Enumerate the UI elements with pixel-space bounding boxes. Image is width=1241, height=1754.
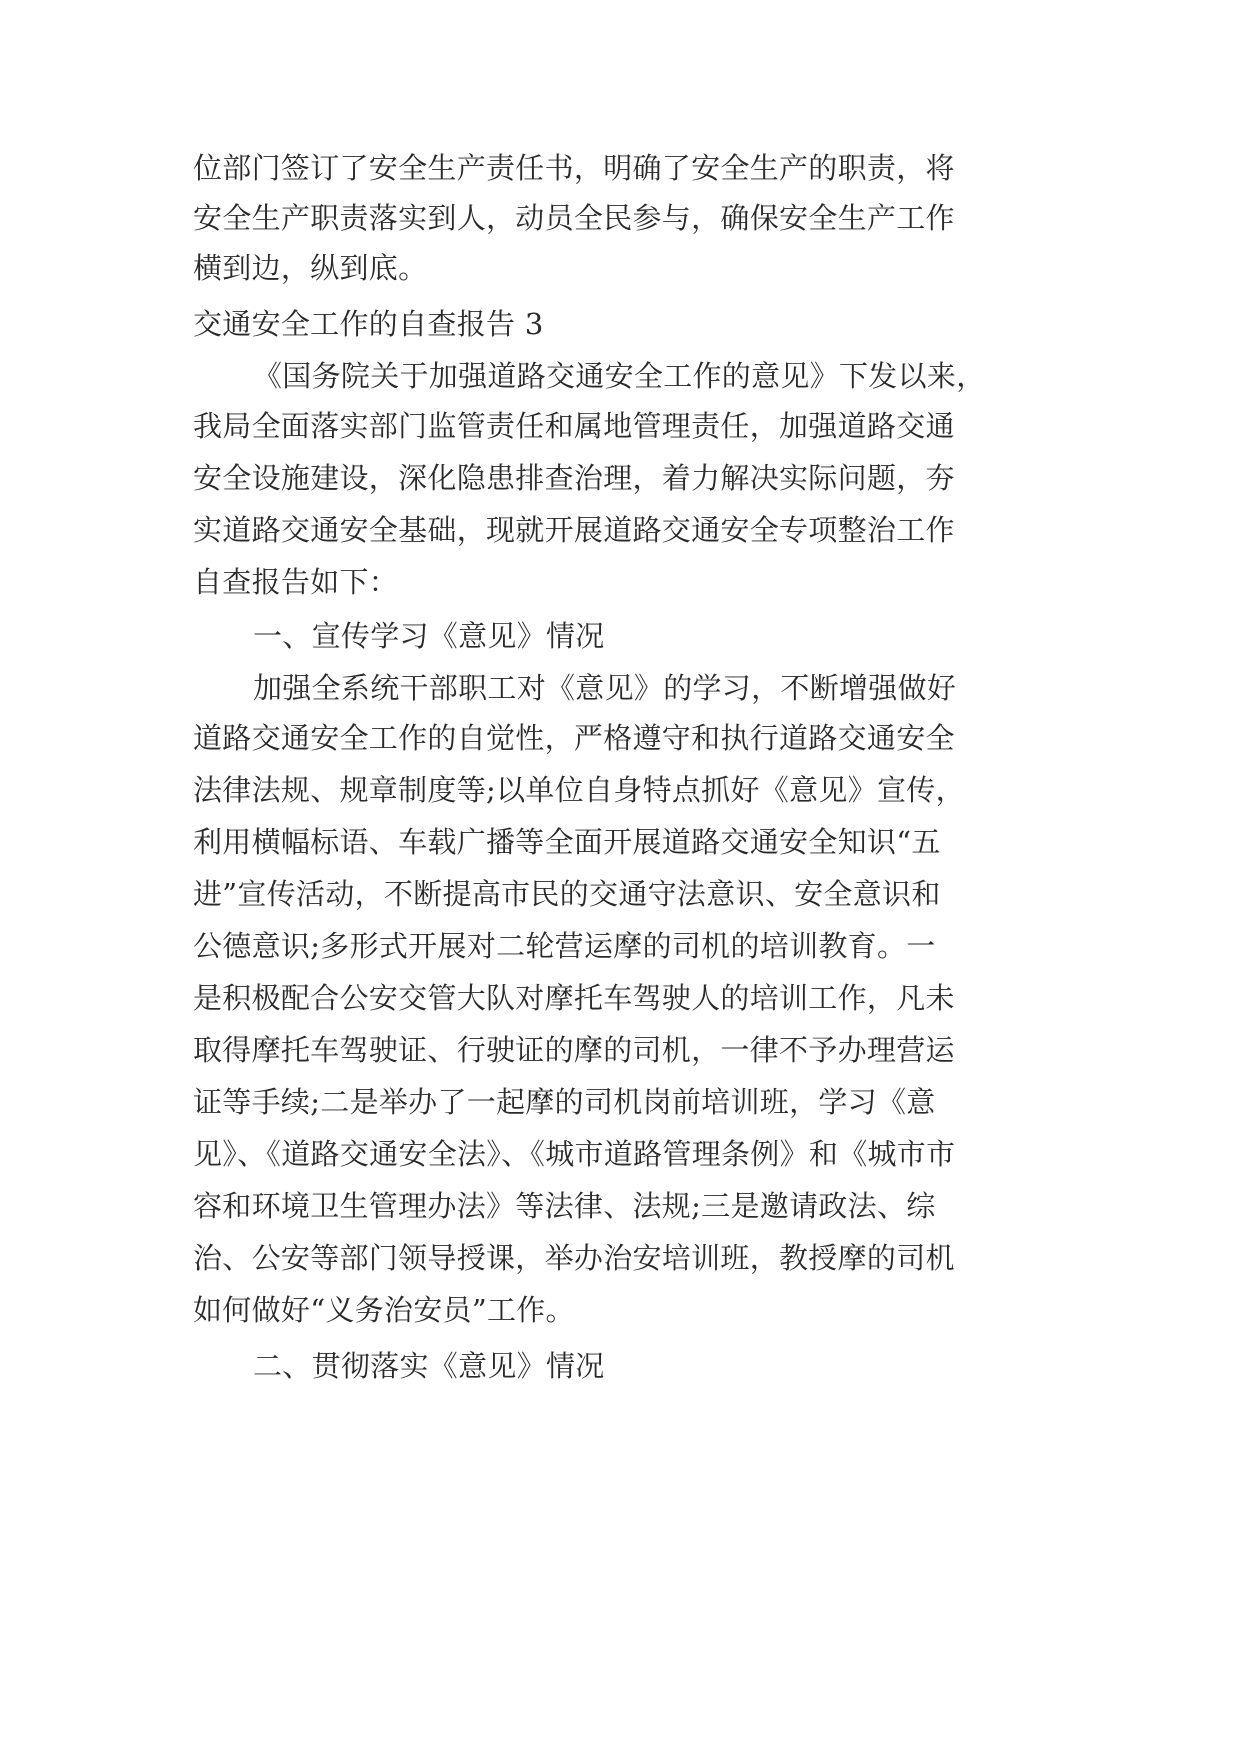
body-text-line: 安全设施建设，深化隐患排查治理，着力解决实际问题，夯 [193,461,955,495]
body-text-line: 取得摩托车驾驶证、行驶证的摩的司机，一律不予办理营运 [193,1033,955,1067]
body-text-line: 道路交通安全工作的自觉性，严格遵守和执行道路交通安全 [193,721,955,755]
body-text-line: 见》、《道路交通安全法》、《城市道路管理条例》和《城市市 [193,1137,956,1171]
body-text-line: 治、公安等部门领导授课，举办治安培训班，教授摩的司机 [193,1241,955,1275]
body-text-line: 安全生产职责落实到人，动员全民参与，确保安全生产工作 [193,201,955,235]
body-text-line: 《国务院关于加强道路交通安全工作的意见》下发以来， [253,359,986,393]
body-text-line: 证等手续;二是举办了一起摩的司机岗前培训班，学习《意 [193,1085,936,1119]
body-text-line: 位部门签订了安全生产责任书，明确了安全生产的职责，将 [193,151,955,185]
body-text-line: 我局全面落实部门监管责任和属地管理责任，加强道路交通 [193,409,955,443]
body-text-line: 加强全系统干部职工对《意见》的学习，不断增强做好 [253,671,957,705]
body-text-line: 自查报告如下： [193,565,399,599]
subsection-heading: 二、贯彻落实《意见》情况 [253,1349,605,1383]
body-text-line: 进”宣传活动，不断提高市民的交通守法意识、安全意识和 [193,877,941,911]
body-text-line: 如何做好“义务治安员”工作。 [193,1293,575,1327]
body-text-line: 容和环境卫生管理办法》等法律、法规;三是邀请政法、综 [193,1189,936,1223]
body-text-line: 法律法规、规章制度等;以单位自身特点抓好《意见》宣传， [193,773,965,807]
body-text-line: 利用横幅标语、车载广播等全面开展道路交通安全知识“五 [193,825,941,859]
body-text-line: 公德意识;多形式开展对二轮营运摩的司机的培训教育。一 [193,929,936,963]
body-text-line: 实道路交通安全基础，现就开展道路交通安全专项整治工作 [193,513,955,547]
body-text-line: 是积极配合公安交管大队对摩托车驾驶人的培训工作，凡未 [193,981,955,1015]
section-title: 交通安全工作的自查报告 3 [193,307,544,341]
body-text-line: 横到边，纵到底。 [193,251,428,285]
subsection-heading: 一、宣传学习《意见》情况 [253,619,605,653]
